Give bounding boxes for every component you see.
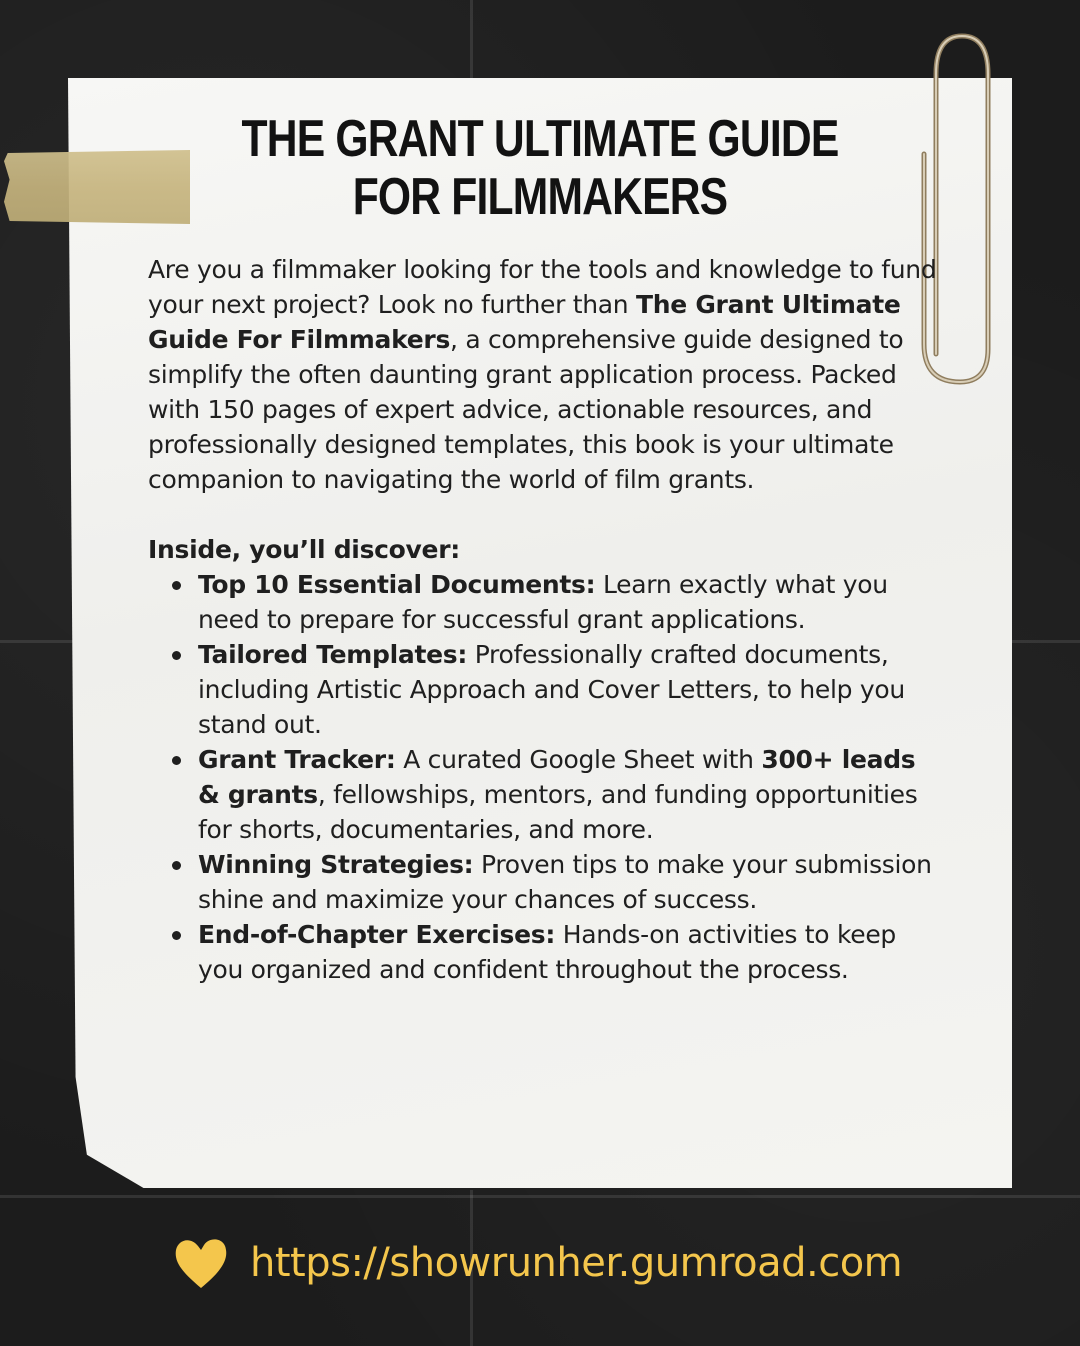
guide-description — [148, 252, 938, 987]
feature-text: Learn exactly what you need to prepare for successful grant applications. — [198, 570, 888, 634]
feature-title: Top 10 Essential Documents: — [198, 570, 596, 599]
intro-text-continued: , a comprehensive guide designed to simplify the often daunting grant application process. Packed with 150 pages of expert advice, actionable resources, and professionally designed templates, this book is your ultimate companion to navigating the world of film grants. — [148, 325, 904, 494]
list-item — [198, 567, 938, 637]
feature-text: Hands-on activities to keep you organized and confident throughout the process. — [198, 920, 896, 984]
heart-icon — [170, 1232, 232, 1294]
intro-text: Are you a filmmaker looking for the tools and knowledge to fund your next project? Look no further than — [148, 255, 937, 319]
background-grid-line — [0, 1195, 1080, 1198]
gumroad-link[interactable]: https://showrunher.gumroad.com — [250, 1240, 903, 1286]
feature-title: End-of-Chapter Exercises: — [198, 920, 556, 949]
feature-text: A curated Google Sheet with — [395, 745, 762, 774]
inside-heading: Inside, you’ll discover: — [148, 535, 460, 564]
footer — [170, 1228, 902, 1298]
masking-tape — [4, 150, 190, 224]
intro-paragraph — [148, 252, 938, 497]
title-line-1: THE GRANT ULTIMATE GUIDE — [241, 110, 839, 168]
list-item — [198, 742, 938, 847]
feature-text-continued: , fellowships, mentors, and funding opportunities for shorts, documentaries, and more. — [198, 780, 918, 844]
feature-text: Professionally crafted documents, including Artistic Approach and Cover Letters, to help you stand out. — [198, 640, 905, 739]
list-item — [198, 637, 938, 742]
list-item — [198, 917, 938, 987]
feature-list — [148, 567, 938, 987]
page-title — [212, 110, 868, 226]
background-grid-line — [470, 0, 473, 80]
title-line-2: FOR FILMMAKERS — [352, 168, 728, 226]
feature-title: Grant Tracker: — [198, 745, 396, 774]
feature-title: Tailored Templates: — [198, 640, 468, 669]
intro-book-title: The Grant Ultimate Guide For Filmmakers — [148, 290, 901, 354]
feature-highlight: 300+ leads & grants — [198, 745, 916, 809]
feature-text: Proven tips to make your submission shine and maximize your chances of success. — [198, 850, 932, 914]
feature-title: Winning Strategies: — [198, 850, 474, 879]
list-item — [198, 847, 938, 917]
